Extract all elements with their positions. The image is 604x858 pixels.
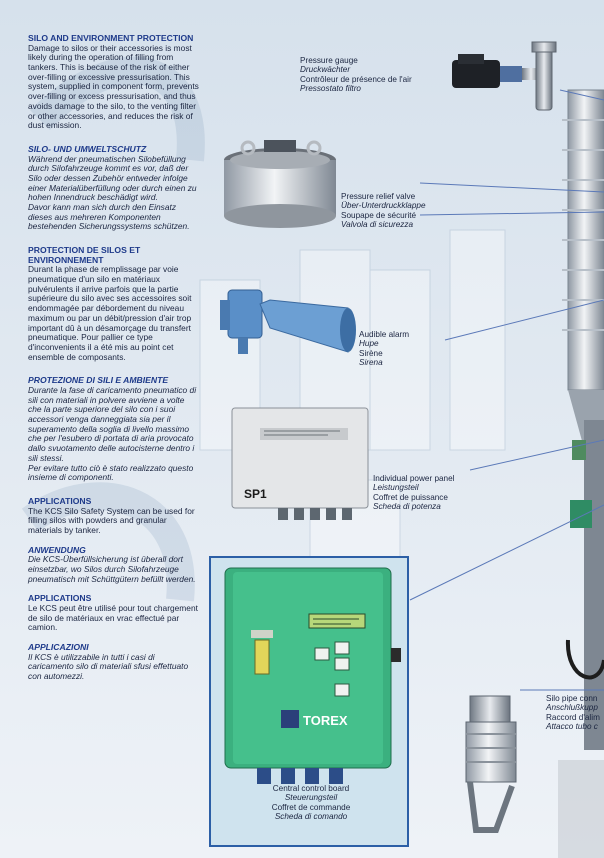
label-en: Pressure gauge	[300, 56, 358, 65]
section-heading: SILO AND ENVIRONMENT PROTECTION	[28, 33, 194, 43]
label-it: Valvola di sicurezza	[341, 219, 414, 229]
section-body: Le KCS peut être utilisé pour tout chargement de silo de matériaux en vrac effectué par camion.	[28, 602, 198, 633]
label-fr: Sirène	[359, 348, 383, 358]
section-body: Damage to silos or their accessories is most likely during the operation of filling from tankers. This is because of the risk of either over-filling or excessive pressurisation. This system, supplied in component form, prevents over-filling or excess pressurisation, and thus avoids damage to the silo, to the venting filter or other accessories, and reduces the risk of dust emission.	[28, 42, 199, 131]
label-fr: Coffret de puissance	[373, 492, 448, 502]
sp1-label: SP1	[244, 487, 267, 501]
label-it: Pressostato filtro	[300, 83, 361, 93]
section-body: Während der pneumatischen Silobefüllung durch Silofahrzeuge kommt es vor, daß der Silo oder dessen Zubehör entweder infolge einer Materialüberfüllung oder durch einen zu hohen Innendruck beschädigt wird. Davor kann man sich durch den Einsatz dieses aus mehreren Komponenten bestehenden Sicherungssystems schützen.	[28, 153, 197, 232]
silo-pipe-connection-label	[546, 694, 600, 731]
label-it: Sirena	[359, 357, 383, 367]
label-de: Hupe	[359, 339, 379, 349]
section-body: Die KCS-Überfüllsicherung ist überall dort einsetzbar, wo Silos durch Silofahrzeuge pneumatisch mit Schüttgütern befüllt werden.	[28, 554, 196, 584]
section-heading: SILO- UND UMWELTSCHUTZ	[28, 143, 147, 154]
section-heading: APPLICATIONS	[28, 495, 92, 506]
pressure-relief-valve-label	[341, 192, 426, 229]
label-fr: Soupape de sécurité	[341, 210, 417, 220]
section-heading: APPLICAZIONI	[28, 642, 89, 653]
silo-pipe-connection-image	[456, 690, 536, 840]
label-de: Druckwächter	[300, 65, 351, 75]
label-de: Steuerungsteil	[284, 793, 338, 803]
section-body: Il KCS è utilizzabile in tutti i casi di caricamento silo di materiali sfusi effettuato con automezzi.	[28, 651, 189, 682]
label-de: Anschlußkupp	[546, 703, 598, 713]
label-en: Audible alarm	[359, 330, 410, 339]
section-heading: APPLICATIONS	[28, 593, 92, 604]
pressure-relief-valve-image	[218, 126, 348, 236]
label-fr: Contrôleur de présence de l'air	[300, 74, 412, 84]
audible-alarm-label	[359, 330, 409, 367]
section-heading: PROTEZIONE DI SILI E AMBIENTE	[28, 375, 169, 386]
label-fr: Coffret de commande	[271, 802, 351, 812]
section-heading: ANWENDUNG	[28, 544, 86, 555]
power-panel-label	[373, 474, 454, 511]
label-en: Central control board	[272, 784, 350, 793]
control-board-frame	[209, 556, 409, 847]
control-board-label	[267, 784, 355, 821]
section-body: Durante la fase di caricamento pneumatico di sili con materiali in polvere avviene a volte che la parte superiore del silo con i suoi accessori venga danneggiata sia per il superamento della soglia di livello massimo che per l'esubero di portata di aria provocato dallo svuotamento delle autocisterne dentro i sili stessi. Per evitare tutto ciò è stato realizzato questo insieme di componenti.	[28, 384, 197, 483]
label-en: Individual power panel	[373, 474, 455, 483]
pressure-gauge-label	[300, 56, 412, 93]
label-it: Attacco tubo c	[546, 721, 598, 731]
label-it: Scheda di potenza	[373, 501, 441, 511]
label-it: Scheda di comando	[274, 811, 348, 821]
label-en: Silo pipe conn	[546, 694, 598, 703]
section-body: The KCS Silo Safety System can be used for filling silos with powders and granular materials by tanker.	[28, 505, 195, 535]
power-panel-image	[228, 404, 378, 524]
label-fr: Raccord d'alim	[546, 712, 600, 722]
label-de: Über-Unterdruckklappe	[341, 201, 426, 211]
label-de: Leistungsteil	[373, 483, 419, 493]
torex-logo-text: TOREX	[303, 713, 348, 728]
audible-alarm-image	[210, 282, 360, 372]
pressure-gauge-image	[444, 38, 574, 118]
section-body: Durant la phase de remplissage par voie pneumatique d'un silo en matériaux pulvérulents il arrive parfois que la partie supérieure du silo avec ses accessoires soit endommagée par débordement du niveau maximum ou par un débit/pression d'air trop important dû à un désamorçage du transfert pneumatique. Pour pallier ce type d'inconvenients il a été mis au point cet ensemble de composants.	[28, 264, 192, 362]
label-en: Pressure relief valve	[341, 192, 416, 201]
section-heading: PROTECTION DE SILOS ET ENVIRONNEMENT	[28, 245, 141, 265]
